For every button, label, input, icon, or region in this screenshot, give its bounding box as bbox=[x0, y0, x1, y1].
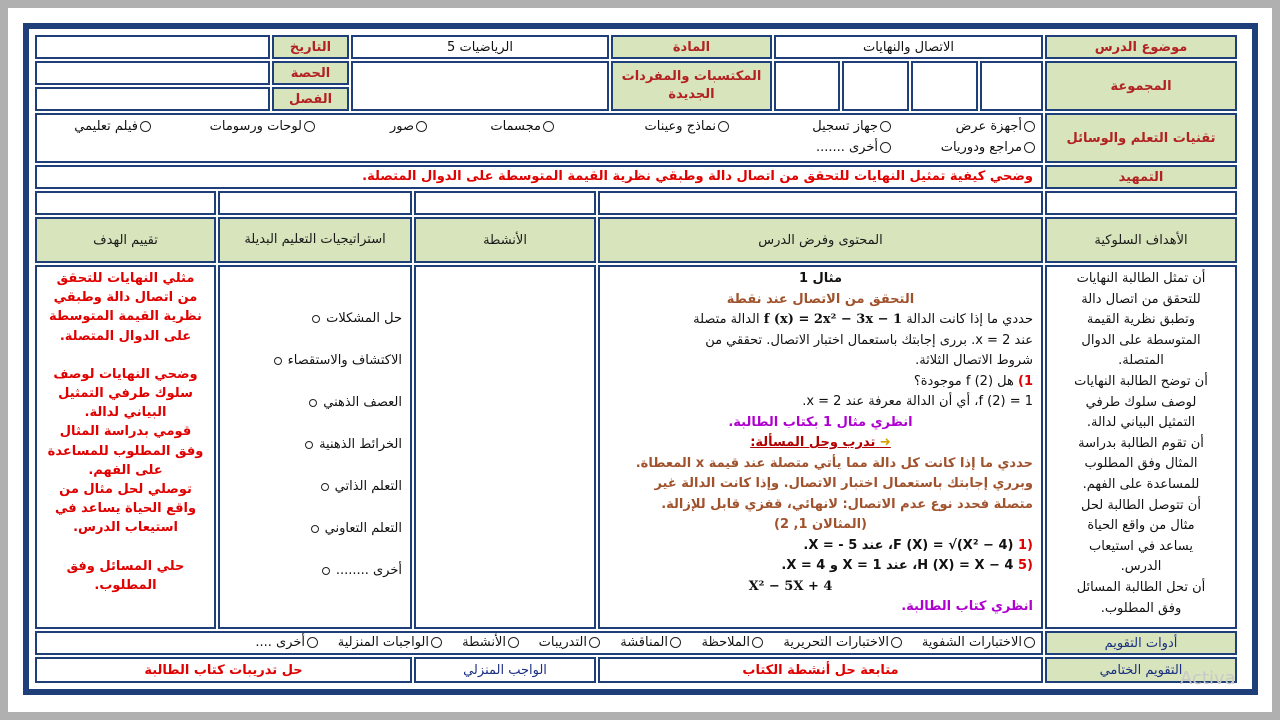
p1-text: حددي ما إذا كانت الدالة bbox=[906, 312, 1033, 327]
date-value[interactable] bbox=[35, 35, 270, 59]
strategy-item[interactable] bbox=[307, 479, 402, 494]
col-header-objectives bbox=[1045, 217, 1237, 263]
strategies-list bbox=[218, 265, 412, 629]
content-p3 bbox=[608, 351, 1033, 372]
circle-bullet-icon bbox=[321, 483, 329, 491]
radio-icon[interactable] bbox=[307, 637, 318, 648]
evaluation-line: على الفهم. bbox=[88, 462, 163, 478]
radio-icon[interactable] bbox=[1024, 121, 1035, 132]
group-label bbox=[1045, 61, 1237, 111]
e5-text: H (X) = X − 4، عند X = 1 و X = 4. bbox=[781, 558, 1014, 573]
subject-value-text: الرياضيات 5 bbox=[447, 39, 513, 55]
strategy-label: التعلم الذاتي bbox=[334, 479, 402, 494]
subject-value bbox=[351, 35, 609, 59]
homework-value-text: حل تدريبات كتاب الطالبة bbox=[144, 662, 303, 678]
tool-label: أجهزة عرض bbox=[955, 119, 1022, 134]
objective-line: الدرس. bbox=[1120, 559, 1162, 575]
q1-text: هل f (2) موجودة؟ bbox=[913, 373, 1014, 389]
period-value[interactable] bbox=[35, 61, 270, 85]
strategy-label: الاكتشاف والاستقصاء bbox=[287, 353, 402, 368]
radio-icon[interactable] bbox=[891, 637, 902, 648]
vocab-label-text: المكتسبات والمفردات الجديدة bbox=[621, 69, 762, 102]
practice-title-text: تدرب وحل المسألة: bbox=[750, 435, 876, 450]
objective-line: أن تقوم الطالبة بدراسة bbox=[1078, 435, 1204, 451]
radio-icon[interactable] bbox=[880, 121, 891, 132]
circle-bullet-icon bbox=[305, 441, 313, 449]
evaluation-line: وضحي النهايات لوصف bbox=[53, 366, 198, 382]
assessment-option[interactable] bbox=[255, 635, 318, 650]
practice-2 bbox=[608, 474, 1033, 495]
objectives-list bbox=[1045, 265, 1237, 629]
assessment-option-label: الأنشطة bbox=[462, 635, 506, 650]
objective-line: وتطبق نظرية القيمة bbox=[1086, 312, 1196, 328]
practice-3 bbox=[608, 495, 1033, 516]
radio-icon[interactable] bbox=[718, 121, 729, 132]
period-label-text: الحصة bbox=[290, 65, 331, 81]
evaluation-line: سلوك طرفي التمثيل bbox=[58, 386, 193, 402]
objective-line: المتصلة. bbox=[1118, 353, 1164, 369]
objective-line: التمثيل البياني لدالة. bbox=[1086, 415, 1196, 431]
objective-line: للتحقق من اتصال دالة bbox=[1081, 291, 1201, 307]
col-header-content bbox=[598, 217, 1043, 263]
example-title bbox=[608, 269, 1033, 290]
final-label-text: التقويم الختامي bbox=[1099, 662, 1183, 678]
objective-line: أن تمثل الطالبة النهايات bbox=[1076, 271, 1206, 286]
circle-bullet-icon bbox=[274, 357, 282, 365]
radio-icon[interactable] bbox=[416, 121, 427, 132]
assessment-label bbox=[1045, 631, 1237, 655]
circle-bullet-icon bbox=[322, 567, 330, 575]
group-cell-3[interactable] bbox=[842, 61, 909, 111]
radio-icon[interactable] bbox=[543, 121, 554, 132]
tool-option-models[interactable] bbox=[645, 119, 730, 134]
intro-text-content: وضحي كيفية تمثيل النهايات للتحقق من اتصال دالة وطبقي نظرية القيمة المتوسطة على الدوال المتصلة. bbox=[362, 169, 1033, 184]
radio-icon[interactable] bbox=[304, 121, 315, 132]
strategy-item[interactable] bbox=[308, 563, 402, 578]
blank-row-cell-5 bbox=[35, 191, 216, 215]
content-q1 bbox=[608, 372, 1033, 393]
col-header-text: الأهداف السلوكية bbox=[1094, 232, 1188, 248]
tools-label-text: تقنيات التعلم والوسائل bbox=[1066, 130, 1216, 146]
objective-line: وفق المطلوب. bbox=[1100, 600, 1182, 616]
col-header-text: المحتوى وفرض الدرس bbox=[758, 232, 883, 248]
tool-option-recorder[interactable] bbox=[812, 119, 891, 134]
tool-label: نماذج وعينات bbox=[644, 119, 716, 134]
tool-option-pictures[interactable] bbox=[390, 119, 427, 134]
col-header-strategies bbox=[218, 217, 412, 263]
col-header-text: استراتيجيات التعليم البديلة bbox=[244, 232, 386, 247]
tool-label: أخرى ....... bbox=[815, 140, 878, 155]
evaluation-line: نظرية القيمة المتوسطة bbox=[49, 309, 202, 325]
assessment-option[interactable] bbox=[701, 635, 763, 650]
objective-line: أن توضح الطالبة النهايات bbox=[1074, 373, 1208, 389]
tool-label: لوحات ورسومات bbox=[209, 119, 302, 134]
exercise-5 bbox=[608, 556, 1033, 577]
circle-bullet-icon bbox=[311, 525, 319, 533]
radio-icon[interactable] bbox=[752, 637, 763, 648]
assessment-option-label: الواجبات المنزلية bbox=[337, 635, 429, 650]
see-book-2 bbox=[608, 597, 1033, 618]
lesson-plan-table bbox=[23, 23, 1258, 695]
watermark: Activa bbox=[1180, 668, 1236, 689]
practice-2-text: وبرري إجابتك باستعمال اختبار الاتصال. وإذا كانت الدالة غير bbox=[654, 476, 1033, 491]
evaluation-line: المطلوب. bbox=[94, 577, 157, 593]
content-q1b bbox=[608, 392, 1033, 413]
practice-1 bbox=[608, 454, 1033, 475]
objective-line: المثال وفق المطلوب bbox=[1084, 456, 1198, 472]
evaluation-list bbox=[35, 265, 216, 629]
col-header-evaluation bbox=[35, 217, 216, 263]
evaluation-line: مثلي النهايات للتحقق bbox=[56, 271, 195, 286]
e5-den-text: X² − 5X + 4 bbox=[748, 578, 833, 594]
objective-line: يساعد في استيعاب bbox=[1089, 538, 1193, 554]
radio-icon[interactable] bbox=[880, 142, 891, 153]
group-cell-4[interactable] bbox=[774, 61, 840, 111]
assessment-option-label: الاختبارات التحريرية bbox=[783, 635, 889, 650]
practice-title bbox=[608, 433, 1033, 454]
tool-option-boards[interactable] bbox=[210, 119, 315, 134]
radio-icon[interactable] bbox=[431, 637, 442, 648]
circle-bullet-icon bbox=[312, 315, 320, 323]
radio-icon[interactable] bbox=[1024, 142, 1035, 153]
strategy-label: حل المشكلات bbox=[326, 311, 402, 326]
class-label bbox=[272, 87, 349, 111]
e1-text: F (X) = √(X² − 4)، عند X = - 5. bbox=[803, 537, 1014, 553]
arrow-icon: ➜ bbox=[879, 435, 891, 450]
assessment-option[interactable] bbox=[462, 635, 519, 650]
radio-icon[interactable] bbox=[670, 637, 681, 648]
tool-label: جهاز تسجيل bbox=[812, 119, 878, 134]
tool-option-other[interactable] bbox=[816, 140, 891, 155]
tool-option-projectors[interactable] bbox=[956, 119, 1035, 134]
group-cell-1[interactable] bbox=[980, 61, 1043, 111]
lesson-content bbox=[598, 265, 1043, 629]
objective-line: للمساعدة على الفهم. bbox=[1082, 476, 1200, 492]
strategy-label: الخرائط الذهنية bbox=[319, 437, 402, 452]
objective-line: لوصف سلوك طرفي bbox=[1085, 394, 1197, 410]
circle-bullet-icon bbox=[309, 399, 317, 407]
blank-row-cell-1 bbox=[1045, 191, 1237, 215]
example-title-text: مثال 1 bbox=[798, 271, 843, 286]
followup-cell bbox=[598, 657, 1043, 683]
strategy-item[interactable] bbox=[260, 353, 402, 368]
strategy-item[interactable] bbox=[291, 437, 402, 452]
exercise-5-denominator bbox=[608, 577, 1033, 598]
q1-number: 1) bbox=[1018, 373, 1033, 389]
evaluation-line: وفق المطلوب للمساعدة bbox=[47, 443, 204, 459]
assessment-option-label: الاختبارات الشفوية bbox=[921, 635, 1022, 650]
assessment-option-label: أخرى .... bbox=[255, 635, 305, 650]
see-book bbox=[608, 413, 1033, 434]
intro-text bbox=[35, 165, 1043, 189]
tools-options bbox=[35, 113, 1043, 163]
radio-icon[interactable] bbox=[589, 637, 600, 648]
evaluation-line: توصلي لحل مثال من bbox=[59, 482, 192, 498]
see-book-2-text: انظري كتاب الطالبة. bbox=[901, 599, 1033, 614]
objective-line: أن تتوصل الطالبة لحل bbox=[1081, 497, 1201, 513]
homework-value bbox=[35, 657, 412, 683]
assessment-option-label: المناقشة bbox=[620, 635, 668, 650]
content-p2 bbox=[608, 331, 1033, 352]
date-label-text: التاريخ bbox=[289, 39, 332, 55]
tool-option-shapes[interactable] bbox=[490, 119, 554, 134]
tool-option-references[interactable] bbox=[941, 140, 1035, 155]
class-value[interactable] bbox=[35, 87, 270, 111]
objective-line: المتوسطة على الدوال bbox=[1081, 332, 1201, 348]
p3-text: شروط الاتصال الثلاثة. bbox=[915, 353, 1033, 368]
evaluation-line: البياني لدالة. bbox=[84, 405, 167, 421]
assessment-option-label: الملاحظة bbox=[701, 635, 750, 650]
blank-row-cell-3 bbox=[414, 191, 596, 215]
group-cell-2[interactable] bbox=[911, 61, 978, 111]
assessment-option[interactable] bbox=[620, 635, 681, 650]
tool-label: فيلم تعليمي bbox=[74, 119, 138, 134]
strategy-item[interactable] bbox=[295, 395, 402, 410]
strategy-label: العصف الذهني bbox=[323, 395, 402, 410]
vocab-label bbox=[611, 61, 772, 111]
practice-1-text: حددي ما إذا كانت كل دالة مما يأتي متصلة عند قيمة x المعطاة. bbox=[635, 455, 1033, 471]
practice-4-text: (المثالان 1, 2) bbox=[774, 517, 867, 532]
evaluation-line: على الدوال المتصلة. bbox=[59, 328, 192, 344]
period-label bbox=[272, 61, 349, 85]
date-label bbox=[272, 35, 349, 59]
e5-number: (5 bbox=[1018, 558, 1033, 573]
e1-number: (1 bbox=[1018, 537, 1033, 553]
evaluation-line bbox=[41, 346, 210, 365]
objective-line: مثال من واقع الحياة bbox=[1087, 518, 1195, 534]
evaluation-line: حلي المسائل وفق bbox=[66, 558, 185, 574]
lesson-subject-value bbox=[774, 35, 1043, 59]
evaluation-line: واقع الحياة يساعد في bbox=[54, 501, 197, 517]
assessment-label-text: أدوات التقويم bbox=[1104, 635, 1178, 651]
assessment-option-label: التدريبات bbox=[538, 635, 587, 650]
col-header-text: الأنشطة bbox=[483, 232, 527, 248]
practice-3-text: متصلة فحدد نوع عدم الاتصال: لانهائي، قفزي قابل للإزالة. bbox=[661, 496, 1033, 512]
strategy-item[interactable] bbox=[297, 521, 402, 536]
followup-text: متابعة حل أنشطة الكتاب bbox=[742, 662, 899, 678]
example-subtitle-text: التحقق من الاتصال عند نقطة bbox=[726, 291, 915, 307]
strategy-item[interactable] bbox=[298, 311, 402, 326]
class-label-text: الفصل bbox=[288, 91, 333, 107]
homework-label-text: الواجب المنزلي bbox=[463, 662, 547, 678]
radio-icon[interactable] bbox=[508, 637, 519, 648]
p2-text: عند x = 2. بررى إجابتك باستعمال اختبار الاتصال. تحققي من bbox=[705, 332, 1033, 348]
activities-cell[interactable] bbox=[414, 265, 596, 629]
evaluation-line bbox=[41, 538, 210, 557]
col-header-activities bbox=[414, 217, 596, 263]
p1-end: الدالة متصلة bbox=[693, 312, 760, 327]
assessment-option[interactable] bbox=[783, 635, 902, 650]
intro-label-text: التمهيد bbox=[1118, 169, 1164, 185]
strategy-label: التعلم التعاوني bbox=[324, 521, 402, 536]
blank-row-cell-2 bbox=[598, 191, 1043, 215]
assessment-options bbox=[35, 631, 1043, 655]
subject-label-text: المادة bbox=[672, 39, 711, 55]
intro-label bbox=[1045, 165, 1237, 189]
group-label-text: المجموعة bbox=[1110, 78, 1172, 94]
q1b-text: f (2) = 1، أي أن الدالة معرفة عند x = 2. bbox=[802, 394, 1033, 409]
tools-label bbox=[1045, 113, 1237, 163]
evaluation-line: من اتصال دالة وطبقي bbox=[53, 290, 198, 306]
vocab-value[interactable] bbox=[351, 61, 609, 111]
strategy-label: أخرى ........ bbox=[335, 563, 402, 578]
see-book-text: انظري مثال 1 بكتاب الطالبة. bbox=[728, 414, 913, 430]
p1-math: f (x) = 2x² − 3x − 1 bbox=[763, 312, 903, 327]
example-subtitle bbox=[608, 290, 1033, 311]
radio-icon[interactable] bbox=[140, 121, 151, 132]
tool-label: صور bbox=[389, 119, 414, 134]
evaluation-line: استيعاب الدرس. bbox=[73, 520, 178, 536]
assessment-option[interactable] bbox=[338, 635, 442, 650]
tool-option-film[interactable] bbox=[74, 119, 151, 134]
assessment-option[interactable] bbox=[539, 635, 600, 650]
tool-label: مجسمات bbox=[490, 119, 541, 134]
lesson-subject-value-text: الاتصال والنهايات bbox=[863, 39, 954, 55]
homework-label bbox=[414, 657, 596, 683]
lesson-subject-label bbox=[1045, 35, 1237, 59]
col-header-text: تقييم الهدف bbox=[93, 232, 158, 248]
content-p1 bbox=[608, 310, 1033, 331]
tool-label: مراجع ودوريات bbox=[940, 140, 1022, 155]
exercise-1 bbox=[608, 536, 1033, 557]
radio-icon[interactable] bbox=[1024, 637, 1035, 648]
blank-row-cell-4 bbox=[218, 191, 412, 215]
subject-label bbox=[611, 35, 772, 59]
lesson-subject-label-text: موضوع الدرس bbox=[1094, 39, 1188, 55]
evaluation-line: قومي بدراسة المثال bbox=[59, 424, 192, 440]
objective-line: أن تحل الطالبة المسائل bbox=[1076, 579, 1206, 595]
practice-4 bbox=[608, 515, 1033, 536]
assessment-option[interactable] bbox=[922, 635, 1035, 650]
